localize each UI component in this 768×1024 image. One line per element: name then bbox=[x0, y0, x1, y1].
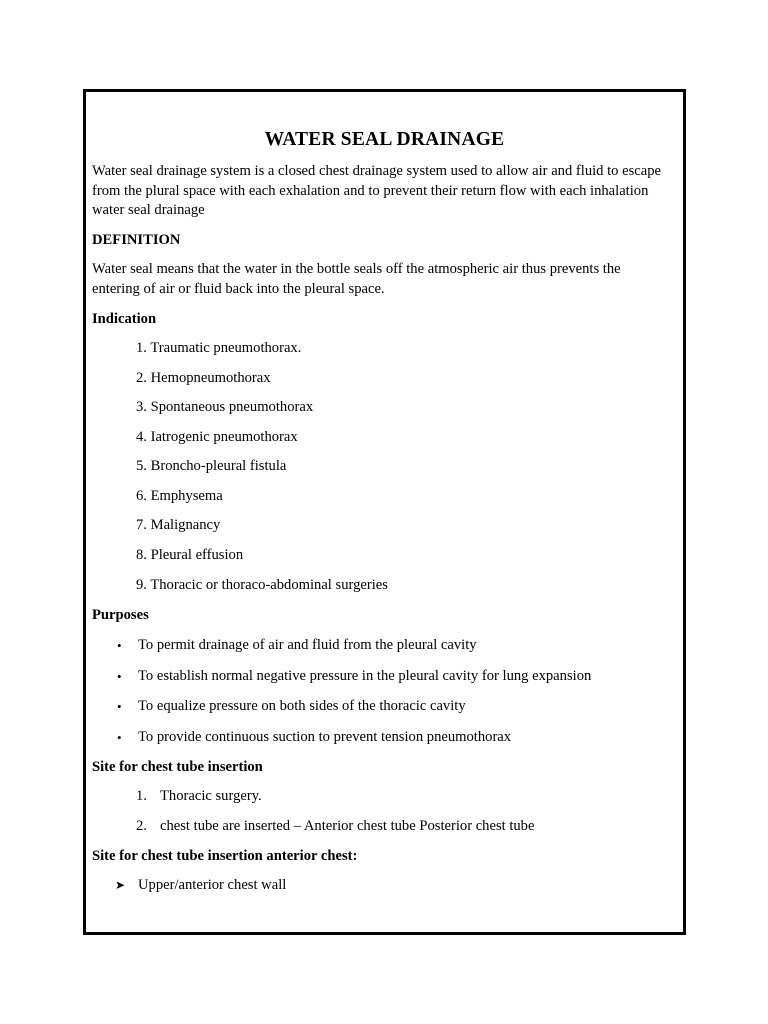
bullet-icon: • bbox=[117, 699, 122, 714]
list-item: 4. Iatrogenic pneumothorax bbox=[136, 429, 298, 445]
list-item: To establish normal negative pressure in the pleural cavity for lung expansion bbox=[138, 668, 592, 684]
list-number: 1. bbox=[136, 788, 147, 804]
list-item: 2. Hemopneumothorax bbox=[136, 370, 271, 386]
list-item: 5. Broncho-pleural fistula bbox=[136, 458, 287, 474]
arrow-bullet-icon: ➤ bbox=[115, 878, 126, 892]
definition-paragraph: Water seal means that the water in the bottle seals off the atmospheric air thus prevents the entering of air or fluid back into the pleural space. bbox=[92, 261, 621, 297]
bullet-icon: • bbox=[117, 638, 122, 653]
list-item: Thoracic surgery. bbox=[160, 788, 262, 804]
list-item: 7. Malignancy bbox=[136, 517, 221, 533]
list-item: Upper/anterior chest wall bbox=[138, 877, 287, 893]
list-item: 9. Thoracic or thoraco-abdominal surgeries bbox=[136, 577, 388, 593]
document-frame bbox=[83, 89, 686, 935]
indication-heading: Indication bbox=[92, 311, 157, 327]
list-number: 2. bbox=[136, 818, 147, 834]
list-item: 3. Spontaneous pneumothorax bbox=[136, 399, 314, 415]
anterior-site-heading: Site for chest tube insertion anterior chest: bbox=[92, 848, 358, 864]
list-item: 6. Emphysema bbox=[136, 488, 223, 504]
definition-heading: DEFINITION bbox=[92, 232, 181, 248]
intro-paragraph: Water seal drainage system is a closed chest drainage system used to allow air and fluid to escape from the plural space with each exhalation and to prevent their return flow with each inhalation water seal drainage bbox=[92, 163, 662, 218]
list-item: 1. Traumatic pneumothorax. bbox=[136, 340, 302, 356]
purposes-heading: Purposes bbox=[92, 607, 149, 623]
list-item: chest tube are inserted – Anterior chest tube Posterior chest tube bbox=[160, 818, 535, 834]
list-item: To provide continuous suction to prevent tension pneumothorax bbox=[138, 729, 512, 745]
bullet-icon: • bbox=[117, 730, 122, 745]
site-heading: Site for chest tube insertion bbox=[92, 759, 263, 775]
document-title: WATER SEAL DRAINAGE bbox=[264, 129, 505, 150]
list-item: To permit drainage of air and fluid from the pleural cavity bbox=[138, 637, 477, 653]
list-item: To equalize pressure on both sides of the thoracic cavity bbox=[138, 698, 466, 714]
bullet-icon: • bbox=[117, 669, 122, 684]
list-item: 8. Pleural effusion bbox=[136, 547, 244, 563]
